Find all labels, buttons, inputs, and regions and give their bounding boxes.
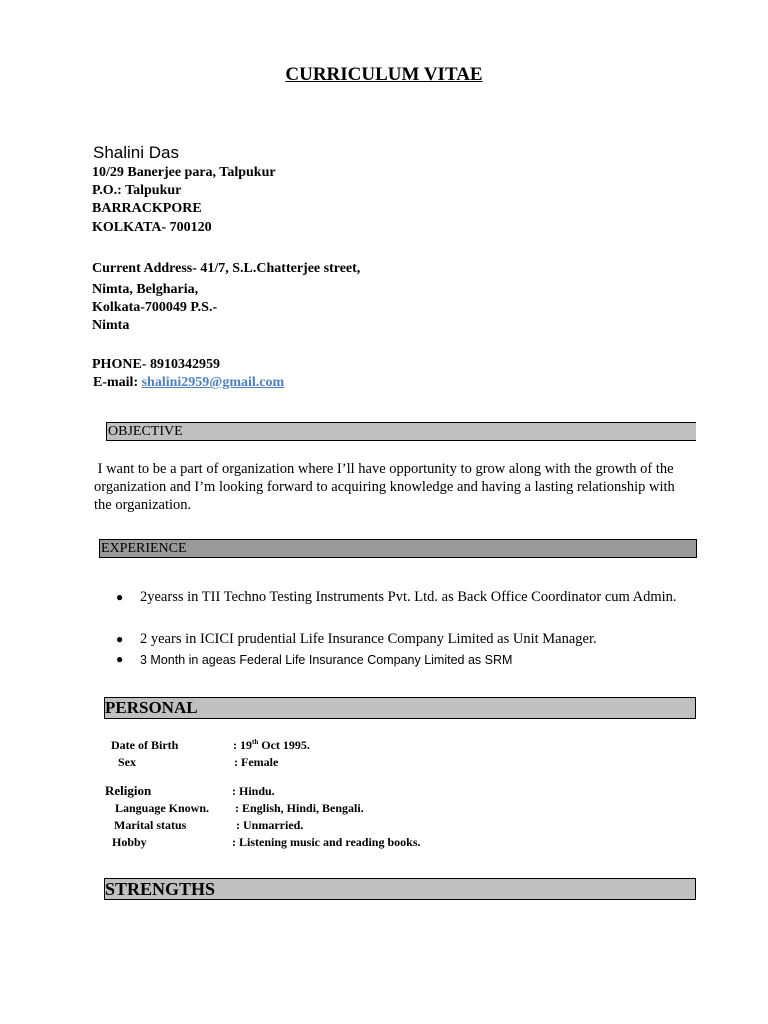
address-line: 10/29 Banerjee para, Talpukur — [92, 165, 276, 180]
document-title: CURRICULUM VITAE — [285, 64, 483, 85]
candidate-name: Shalini Das — [93, 143, 179, 162]
address-line: Nimta, Belgharia, — [92, 282, 199, 297]
address-line: Nimta — [92, 318, 130, 333]
bullet-icon: ● — [116, 590, 124, 604]
strengths-heading: STRENGTHS — [104, 878, 696, 900]
hobby-label: Hobby — [112, 835, 147, 849]
dob-value: : 19th Oct 1995. — [233, 738, 310, 752]
phone: PHONE- 8910342959 — [92, 357, 220, 372]
address-line: KOLKATA- 700120 — [92, 220, 212, 235]
personal-heading: PERSONAL — [104, 697, 696, 719]
bullet-icon: ● — [116, 652, 124, 666]
objective-paragraph: I want to be a part of organization where I’ll have opportunity to grow along with the growth of the organization and I’m looking forward to acquiring knowledge and having a lasting relationship with the organization. — [94, 461, 675, 513]
marital-value: : Unmarried. — [236, 818, 304, 832]
experience-heading: EXPERIENCE — [99, 539, 697, 558]
sex-label: Sex — [118, 755, 136, 769]
current-address — [92, 260, 360, 335]
language-label: Language Known. — [115, 801, 210, 815]
objective-heading: OBJECTIVE — [106, 422, 696, 441]
hobby-value: : Listening music and reading books. — [232, 835, 421, 849]
email-link[interactable]: shalini2959@gmail.com — [141, 375, 285, 390]
language-value: : English, Hindi, Bengali. — [235, 801, 364, 815]
dob-label: Date of Birth — [111, 738, 179, 752]
bullet-icon: ● — [116, 632, 124, 646]
experience-item: 2 years in ICICI prudential Life Insurance Company Limited as Unit Manager. — [140, 631, 597, 647]
experience-item: 2yearss in TII Techno Testing Instruments Pvt. Ltd. as Back Office Coordinator cum Admin. — [140, 589, 677, 605]
address-line: Kolkata-700049 P.S.- — [92, 300, 218, 315]
religion-label: Religion — [105, 783, 152, 798]
experience-item: 3 Month in ageas Federal Life Insurance Company Limited as SRM — [140, 653, 513, 667]
email-row — [93, 374, 284, 392]
objective-text — [94, 460, 684, 514]
religion-value: : Hindu. — [232, 784, 275, 798]
marital-label: Marital status — [114, 818, 187, 832]
address-line: P.O.: Talpukur — [92, 183, 182, 198]
address-line: Current Address- 41/7, S.L.Chatterjee street, — [92, 261, 361, 276]
permanent-address — [92, 164, 276, 237]
sex-value: : Female — [234, 755, 279, 769]
email-label: E-mail: — [93, 375, 139, 390]
address-line: BARRACKPORE — [92, 201, 202, 216]
